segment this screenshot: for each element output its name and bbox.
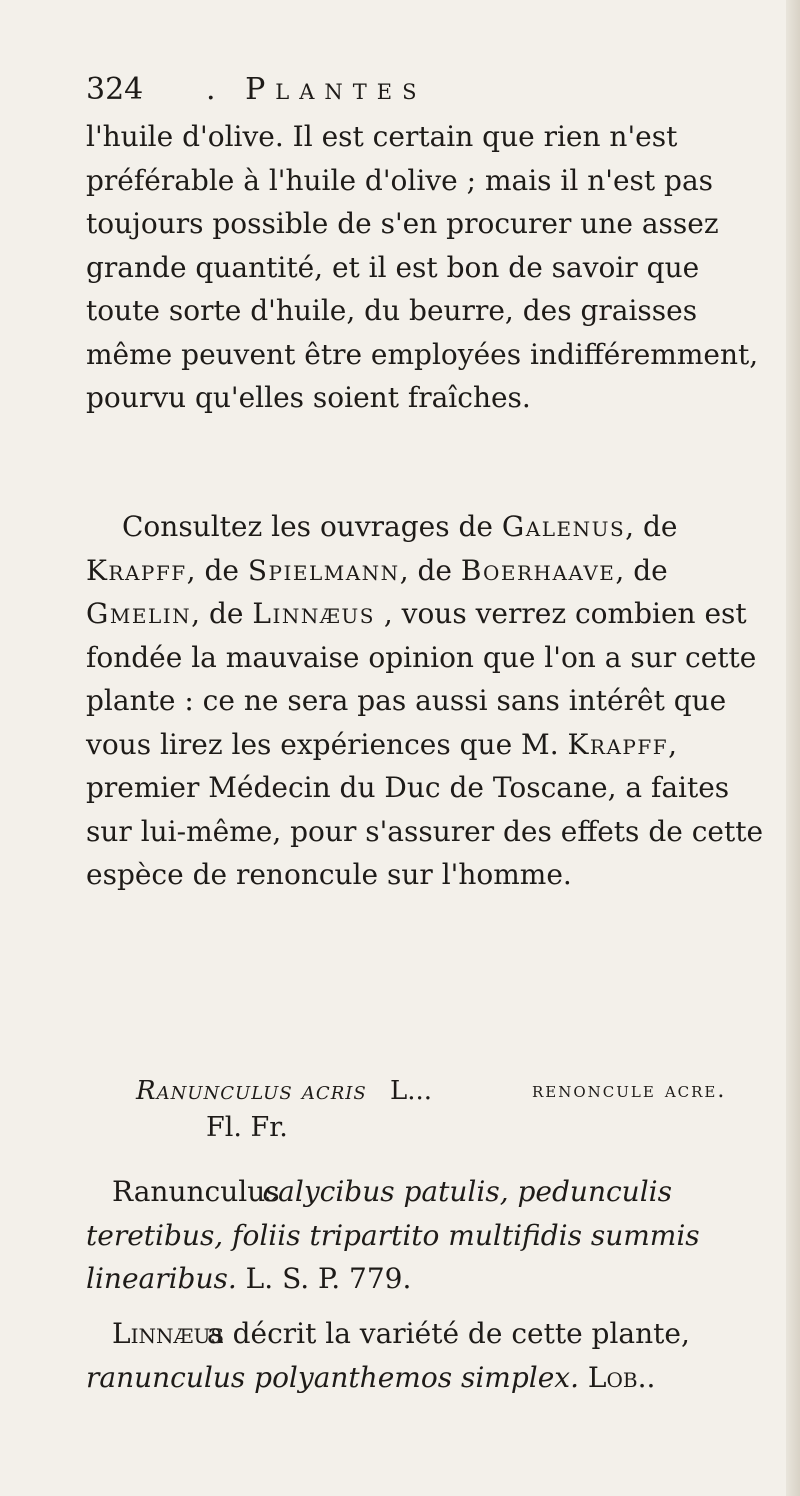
- name-gmelin: Gmelin: [86, 597, 192, 630]
- p2-text-8: , premier Médecin du Duc de Toscane, a faites sur lui-même, pour s'assurer des effets de cette espèce de renoncule sur l'homme.: [86, 727, 764, 891]
- name-galenus: Galenus: [501, 510, 626, 543]
- p2-text-6: , de: [191, 597, 253, 630]
- paragraph-oil: l'huile d'olive. Il est certain que rien n'est préférable à l'huile d'olive ; mais il n'est pas toujours possible de s'en procurer une assez grande quantité, et il est bon de savoir que toute sorte d'huile, du beurre, des graisses même peuvent être employées indifféremment, pourvu qu'elles soient fraîches.: [86, 120, 759, 414]
- p2-text-2: , de: [625, 510, 678, 543]
- paragraph-consultez: [86, 505, 770, 897]
- page-header: [86, 64, 726, 116]
- variety-latin: ranunculus polyanthemos simplex.: [86, 1360, 579, 1394]
- description-genus: Ranunculus: [112, 1175, 280, 1208]
- variety-text: a décrit la variété de cette plante,: [198, 1317, 690, 1350]
- name-krapff-2: Krapff: [567, 727, 669, 761]
- paragraph-variety: [86, 1312, 770, 1399]
- name-boerhaave: Boerhaave: [460, 553, 616, 587]
- page-number: 324: [86, 72, 144, 107]
- p2-text-3: , de: [186, 553, 248, 587]
- p2-text-1: Consultez les ouvrages de: [122, 510, 502, 543]
- description-reference: L. S. P. 779.: [236, 1262, 412, 1295]
- p2-text-5: , de: [615, 553, 668, 587]
- name-linnaeus: Linnæus: [252, 597, 375, 630]
- species-heading: [86, 1060, 770, 1104]
- variety-tail: Lob..: [578, 1360, 656, 1394]
- description-latin: calycibus patulis, pedunculis teretibus, foliis tripartito multifidis summis linearibus.: [86, 1175, 700, 1295]
- name-krapff: Krapff: [86, 553, 187, 587]
- flora-reference: Fl. Fr.: [206, 1112, 288, 1143]
- variety-linnaeus: Linnæus: [112, 1317, 225, 1350]
- page-edge-shadow: [786, 0, 800, 1496]
- species-description: [86, 1170, 770, 1301]
- species-french-name: renoncule acre.: [532, 1078, 727, 1103]
- running-title: . Plantes: [206, 72, 427, 107]
- name-spielmann: Spielmann: [247, 553, 400, 587]
- species-author: L...: [390, 1076, 433, 1106]
- species-latin-name: Ranunculus acris: [136, 1076, 367, 1106]
- p2-text-4: , de: [399, 553, 461, 587]
- p2-text-7: , vous verrez combien est fondée la mauvaise opinion que l'on a sur cette plante : ce ne sera pas aussi sans intérêt que vous lirez les expériences que M.: [86, 597, 757, 761]
